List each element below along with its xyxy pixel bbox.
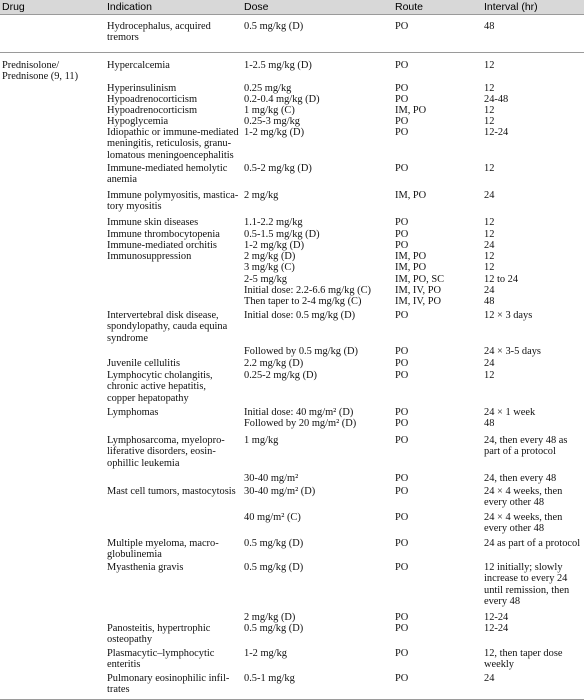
route-cell: PO PO	[395, 407, 409, 430]
dose-cell: 0.5-1.5 mg/kg (D)	[244, 229, 320, 240]
section-divider-rule	[0, 52, 584, 53]
indication-cell: Lymphosarcoma, myelopro- liferative disorders, eosin- ophillic leukemia	[107, 435, 225, 469]
indication-cell: Immune polymyositis, mastica- tory myositis	[107, 190, 239, 213]
route-cell: PO	[395, 229, 409, 240]
interval-cell: 24-48	[484, 94, 509, 105]
route-cell: PO	[395, 346, 409, 357]
dose-cell: Initial dose: 40 mg/m² (D) Followed by 20 mg/m² (D)	[244, 407, 357, 430]
header-bottom-rule	[0, 14, 584, 15]
header-indication: Indication	[107, 1, 152, 13]
route-cell: PO	[395, 435, 409, 446]
indication-cell: Juvenile cellulitis	[107, 358, 181, 369]
dose-cell: 0.25 mg/kg	[244, 83, 292, 94]
indication-cell: Immune-mediated orchitis	[107, 240, 217, 251]
dose-cell: 1-2 mg/kg (D)	[244, 127, 305, 138]
indication-cell: Idiopathic or immune-mediated meningitis, reticulosis, granu- lomatous meningoencephalitis	[107, 127, 239, 161]
dose-cell: 30-40 mg/m² (D)	[244, 486, 316, 497]
dose-cell: 1 mg/kg (C)	[244, 105, 295, 116]
interval-cell: 12 × 3 days	[484, 310, 533, 321]
interval-cell: 24, then every 48 as part of a protocol	[484, 435, 568, 458]
route-cell: PO	[395, 473, 409, 484]
interval-cell: 24 as part of a protocol	[484, 538, 581, 549]
interval-cell: 24 × 1 week 48	[484, 407, 536, 430]
route-cell: PO	[395, 60, 409, 71]
route-cell: PO	[395, 538, 409, 549]
interval-cell: 24 × 4 weeks, then every other 48	[484, 486, 563, 509]
route-cell: PO	[395, 673, 409, 684]
indication-cell: Immune-mediated hemolytic anemia	[107, 163, 228, 186]
route-cell: PO	[395, 94, 409, 105]
interval-cell: 24	[484, 190, 495, 201]
indication-cell: Hypercalcemia	[107, 60, 170, 71]
header-route: Route	[395, 1, 424, 13]
route-cell: IM, PO	[395, 105, 427, 116]
interval-cell: 12	[484, 60, 495, 71]
indication-cell: Lymphocytic cholangitis, chronic active hepatitis, copper hepatopathy	[107, 370, 213, 404]
dose-cell: 2 mg/kg	[244, 190, 279, 201]
table-header-row	[0, 0, 584, 14]
interval-cell: 48	[484, 21, 495, 32]
interval-cell: 24 × 3-5 days	[484, 346, 541, 357]
interval-cell: 12	[484, 83, 495, 94]
dose-cell: 0.2-0.4 mg/kg (D)	[244, 94, 320, 105]
interval-cell: 24	[484, 240, 495, 251]
route-cell: PO	[395, 310, 409, 321]
indication-cell: Hydrocephalus, acquired tremors	[107, 21, 211, 44]
dose-cell: 2 mg/kg (D)	[244, 612, 296, 623]
interval-cell: 12	[484, 163, 495, 174]
route-cell: PO	[395, 358, 409, 369]
interval-cell: 12	[484, 105, 495, 116]
route-cell: PO	[395, 648, 409, 659]
route-cell: PO	[395, 623, 409, 634]
interval-cell: 12-24	[484, 623, 509, 634]
dose-cell: 0.5-2 mg/kg (D)	[244, 163, 312, 174]
dose-cell: 2.2 mg/kg (D)	[244, 358, 304, 369]
indication-cell: Mast cell tumors, mastocytosis	[107, 486, 236, 497]
dose-cell: 1-2 mg/kg	[244, 648, 288, 659]
indication-cell: Pulmonary eosinophilic infil- trates	[107, 673, 230, 696]
indication-cell: Hyperinsulinism	[107, 83, 177, 94]
indication-cell: Hypoadrenocorticism	[107, 105, 198, 116]
dose-cell: 1-2 mg/kg (D)	[244, 240, 305, 251]
interval-cell: 24 × 4 weeks, then every other 48	[484, 512, 563, 535]
indication-cell: Hypoadrenocorticism	[107, 94, 198, 105]
dose-cell: 1 mg/kg	[244, 435, 279, 446]
interval-cell: 24, then every 48	[484, 473, 557, 484]
header-interval: Interval (hr)	[484, 1, 538, 13]
dose-cell: 0.5 mg/kg (D)	[244, 562, 304, 573]
dose-cell: 0.5-1 mg/kg	[244, 673, 295, 684]
indication-cell: Lymphomas	[107, 407, 159, 418]
interval-cell: 24	[484, 673, 495, 684]
interval-cell: 12 initially; slowly increase to every 24 until remission, then every 48	[484, 562, 570, 607]
route-cell: PO	[395, 127, 409, 138]
interval-cell: 12, then taper dose weekly	[484, 648, 563, 671]
route-cell: PO	[395, 562, 409, 573]
dose-cell: 0.5 mg/kg (D)	[244, 623, 304, 634]
indication-cell: Immune thrombocytopenia	[107, 229, 220, 240]
interval-cell: 12	[484, 229, 495, 240]
dose-cell: 30-40 mg/m²	[244, 473, 299, 484]
drug-cell: Prednisolone/ Prednisone (9, 11)	[2, 60, 79, 83]
dose-cell: 0.5 mg/kg (D)	[244, 21, 304, 32]
route-cell: IM, PO	[395, 190, 427, 201]
dose-cell: Followed by 0.5 mg/kg (D)	[244, 346, 359, 357]
indication-cell: Myasthenia gravis	[107, 562, 184, 573]
interval-cell: 12-24	[484, 127, 509, 138]
route-cell: IM, PO IM, PO IM, PO, SC IM, IV, PO IM, IV, PO	[395, 251, 445, 308]
route-cell: PO	[395, 370, 409, 381]
interval-cell: 12	[484, 370, 495, 381]
route-cell: PO	[395, 163, 409, 174]
indication-cell: Immunosuppression	[107, 251, 192, 262]
header-dose: Dose	[244, 1, 269, 13]
indication-cell: Immune skin diseases	[107, 217, 199, 228]
indication-cell: Plasmacytic–lymphocytic enteritis	[107, 648, 215, 671]
header-drug: Drug	[2, 1, 25, 13]
indication-cell: Multiple myeloma, macro- globulinemia	[107, 538, 219, 561]
dose-cell: 0.25-3 mg/kg	[244, 116, 300, 127]
dose-cell: 0.25-2 mg/kg (D)	[244, 370, 318, 381]
dose-cell: 1.1-2.2 mg/kg	[244, 217, 303, 228]
interval-cell: 24	[484, 358, 495, 369]
interval-cell: 12	[484, 217, 495, 228]
indication-cell: Hypoglycemia	[107, 116, 169, 127]
route-cell: PO	[395, 83, 409, 94]
dose-cell: 0.5 mg/kg (D)	[244, 538, 304, 549]
route-cell: PO	[395, 21, 409, 32]
route-cell: PO	[395, 217, 409, 228]
indication-cell: Intervertebral disk disease, spondylopathy, cauda equina syndrome	[107, 310, 228, 344]
route-cell: PO	[395, 486, 409, 497]
dose-cell: Initial dose: 0.5 mg/kg (D)	[244, 310, 356, 321]
route-cell: PO	[395, 512, 409, 523]
route-cell: PO	[395, 612, 409, 623]
route-cell: PO	[395, 116, 409, 127]
route-cell: PO	[395, 240, 409, 251]
indication-cell: Panosteitis, hypertrophic osteopathy	[107, 623, 211, 646]
interval-cell: 12 12 12 to 24 24 48	[484, 251, 519, 308]
dose-cell: 2 mg/kg (D) 3 mg/kg (C) 2-5 mg/kg Initial dose: 2.2-6.6 mg/kg (C) Then taper to 2-4 mg/kg (C)	[244, 251, 371, 308]
dose-cell: 1-2.5 mg/kg (D)	[244, 60, 312, 71]
interval-cell: 12-24	[484, 612, 509, 623]
interval-cell: 12	[484, 116, 495, 127]
dose-cell: 40 mg/m² (C)	[244, 512, 301, 523]
